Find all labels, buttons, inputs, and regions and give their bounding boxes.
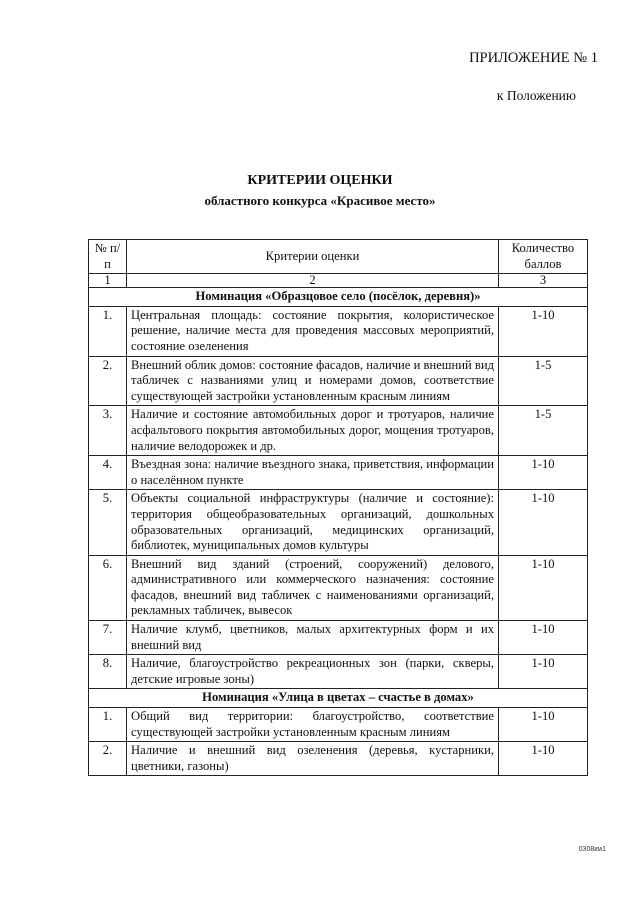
row-criterion: Внешний облик домов: состояние фасадов, наличие и внешний вид табличек с названиями улиц и номерами домов, соответствие существующей застройки установленным красным линиям <box>127 356 499 406</box>
row-number: 4. <box>89 456 127 490</box>
row-score: 1-10 <box>499 708 588 742</box>
row-number: 1. <box>89 708 127 742</box>
row-score: 1-10 <box>499 456 588 490</box>
row-criterion: Наличие и внешний вид озеленения (деревья, кустарники, цветники, газоны) <box>127 742 499 776</box>
table-row <box>89 406 588 456</box>
row-score: 1-10 <box>499 742 588 776</box>
appendix-label: ПРИЛОЖЕНИЕ № 1 <box>469 50 598 66</box>
document-subtitle: областного конкурса «Красивое место» <box>204 193 436 208</box>
table-row <box>89 708 588 742</box>
row-number: 2. <box>89 356 127 406</box>
row-score: 1-5 <box>499 406 588 456</box>
row-number: 7. <box>89 621 127 655</box>
row-number: 1. <box>89 306 127 356</box>
table-row <box>89 356 588 406</box>
row-criterion: Внешний вид зданий (строений, сооружений) делового, административного или коммерческого назначения: состояние фасадов, внешний вид табличек с наименованиями организаций, рекламных табличек, вывесок <box>127 555 499 620</box>
header-num: № п/п <box>89 240 127 274</box>
table-row <box>89 621 588 655</box>
nomination-title: Номинация «Улица в цветах – счастье в домах» <box>89 689 588 708</box>
table-row <box>89 742 588 776</box>
column-number: 1 <box>89 274 127 288</box>
table-row <box>89 655 588 689</box>
document-code: 0308км1 <box>578 846 606 853</box>
header-criteria: Критерии оценки <box>127 240 499 274</box>
table-row <box>89 306 588 356</box>
column-number: 3 <box>499 274 588 288</box>
row-number: 5. <box>89 490 127 555</box>
row-score: 1-5 <box>499 356 588 406</box>
row-score: 1-10 <box>499 306 588 356</box>
row-number: 6. <box>89 555 127 620</box>
row-number: 2. <box>89 742 127 776</box>
row-number: 3. <box>89 406 127 456</box>
nomination-header <box>89 689 588 708</box>
row-score: 1-10 <box>499 490 588 555</box>
row-number: 8. <box>89 655 127 689</box>
row-score: 1-10 <box>499 621 588 655</box>
nomination-title: Номинация «Образцовое село (посёлок, деревня)» <box>89 288 588 307</box>
row-score: 1-10 <box>499 555 588 620</box>
table-header-row <box>89 240 588 274</box>
row-score: 1-10 <box>499 655 588 689</box>
criteria-table <box>88 239 588 776</box>
header-score: Количество баллов <box>499 240 588 274</box>
row-criterion: Въездная зона: наличие въездного знака, приветствия, информации о населённом пункте <box>127 456 499 490</box>
document-title: КРИТЕРИИ ОЦЕНКИ <box>247 173 393 188</box>
row-criterion: Наличие и состояние автомобильных дорог и тротуаров, наличие асфальтового покрытия автомобильных дорог, мощения тротуаров, наличие велодорожек и др. <box>127 406 499 456</box>
row-criterion: Центральная площадь: состояние покрытия, колористическое решение, наличие места для проведения массовых мероприятий, состояние озеленения <box>127 306 499 356</box>
table-row <box>89 456 588 490</box>
row-criterion: Объекты социальной инфраструктуры (наличие и состояние): территория общеобразовательных организаций, дошкольных образовательных организаций, медицинских организаций, библиотек, муниципальных домов культуры <box>127 490 499 555</box>
row-criterion: Наличие клумб, цветников, малых архитектурных форм и их внешний вид <box>127 621 499 655</box>
column-numbers-row <box>89 274 588 288</box>
nomination-header <box>89 288 588 307</box>
table-row <box>89 555 588 620</box>
row-criterion: Наличие, благоустройство рекреационных зон (парки, скверы, детские игровые зоны) <box>127 655 499 689</box>
table-row <box>89 490 588 555</box>
row-criterion: Общий вид территории: благоустройство, соответствие существующей застройки установленным красным линиям <box>127 708 499 742</box>
column-number: 2 <box>127 274 499 288</box>
regulation-reference: к Положению <box>496 88 576 103</box>
